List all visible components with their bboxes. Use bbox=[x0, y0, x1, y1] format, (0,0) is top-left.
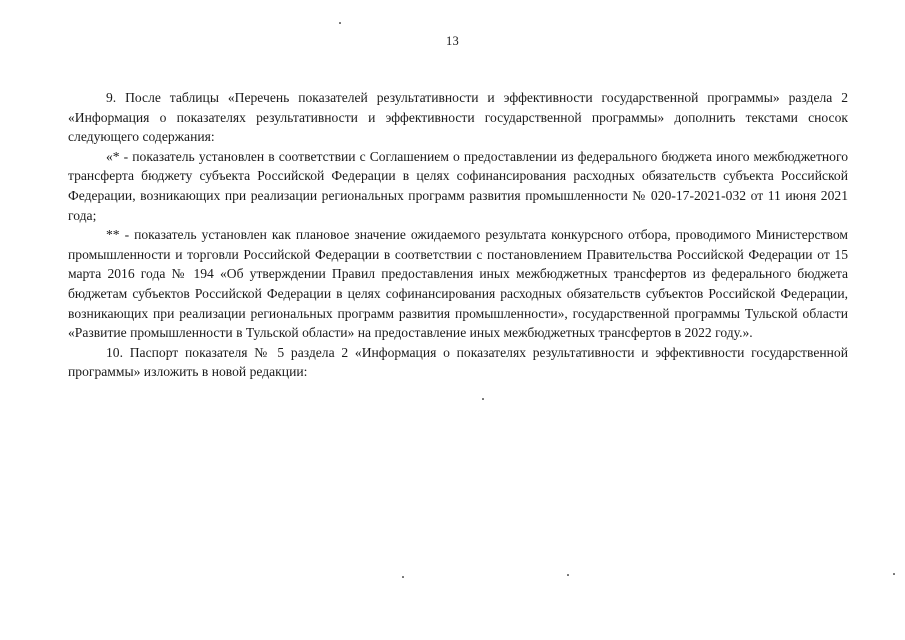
paragraph-9: 9. После таблицы «Перечень показателей результативности и эффективности государственной программы» раздела 2 «Информация о показателях результативности и эффективности государственной программы» дополнить текстами сносок следующего содержания: bbox=[68, 90, 848, 145]
footnote-single-asterisk: «* - показатель установлен в соответствии с Соглашением о предоставлении из федерального бюджета иного межбюджетного трансферта бюджету субъекта Российской Федерации в целях софинансирования расходных обязательств субъекта Российской Федерации, возникающих при реализации региональных программ развития промышленности № 020-17-2021-032 от 11 июня 2021 года; bbox=[68, 148, 848, 223]
page-number: 13 bbox=[445, 34, 460, 48]
scan-speck bbox=[482, 398, 484, 400]
paragraph-10: 10. Паспорт показателя № 5 раздела 2 «Информация о показателях результативности и эффективности государственной программы» изложить в новой редакции: bbox=[68, 344, 848, 380]
footnote-double-asterisk: ** - показатель установлен как плановое значение ожидаемого результата конкурсного отбора, проводимого Министерством промышленности и торговли Российской Федерации в соответствии с постановлением Правительства Российской Федерации от 15 марта 2016 года № 194 «Об утверждении Правил предоставления иных межбюджетных трансфертов из федерального бюджета бюджетам субъектов Российской Федерации в целях софинансирования расходных обязательств субъектов Российской Федерации, возникающих при реализации региональных программ развития промышленности», государственной программы Тульской области «Развитие промышленности в Тульской области» на предоставление иных межбюджетных трансфертов в 2022 году.». bbox=[68, 227, 848, 341]
scan-speck bbox=[893, 573, 895, 575]
scan-speck bbox=[402, 576, 404, 578]
document-body bbox=[68, 88, 848, 382]
scan-speck bbox=[339, 22, 341, 24]
scan-speck bbox=[567, 574, 569, 576]
